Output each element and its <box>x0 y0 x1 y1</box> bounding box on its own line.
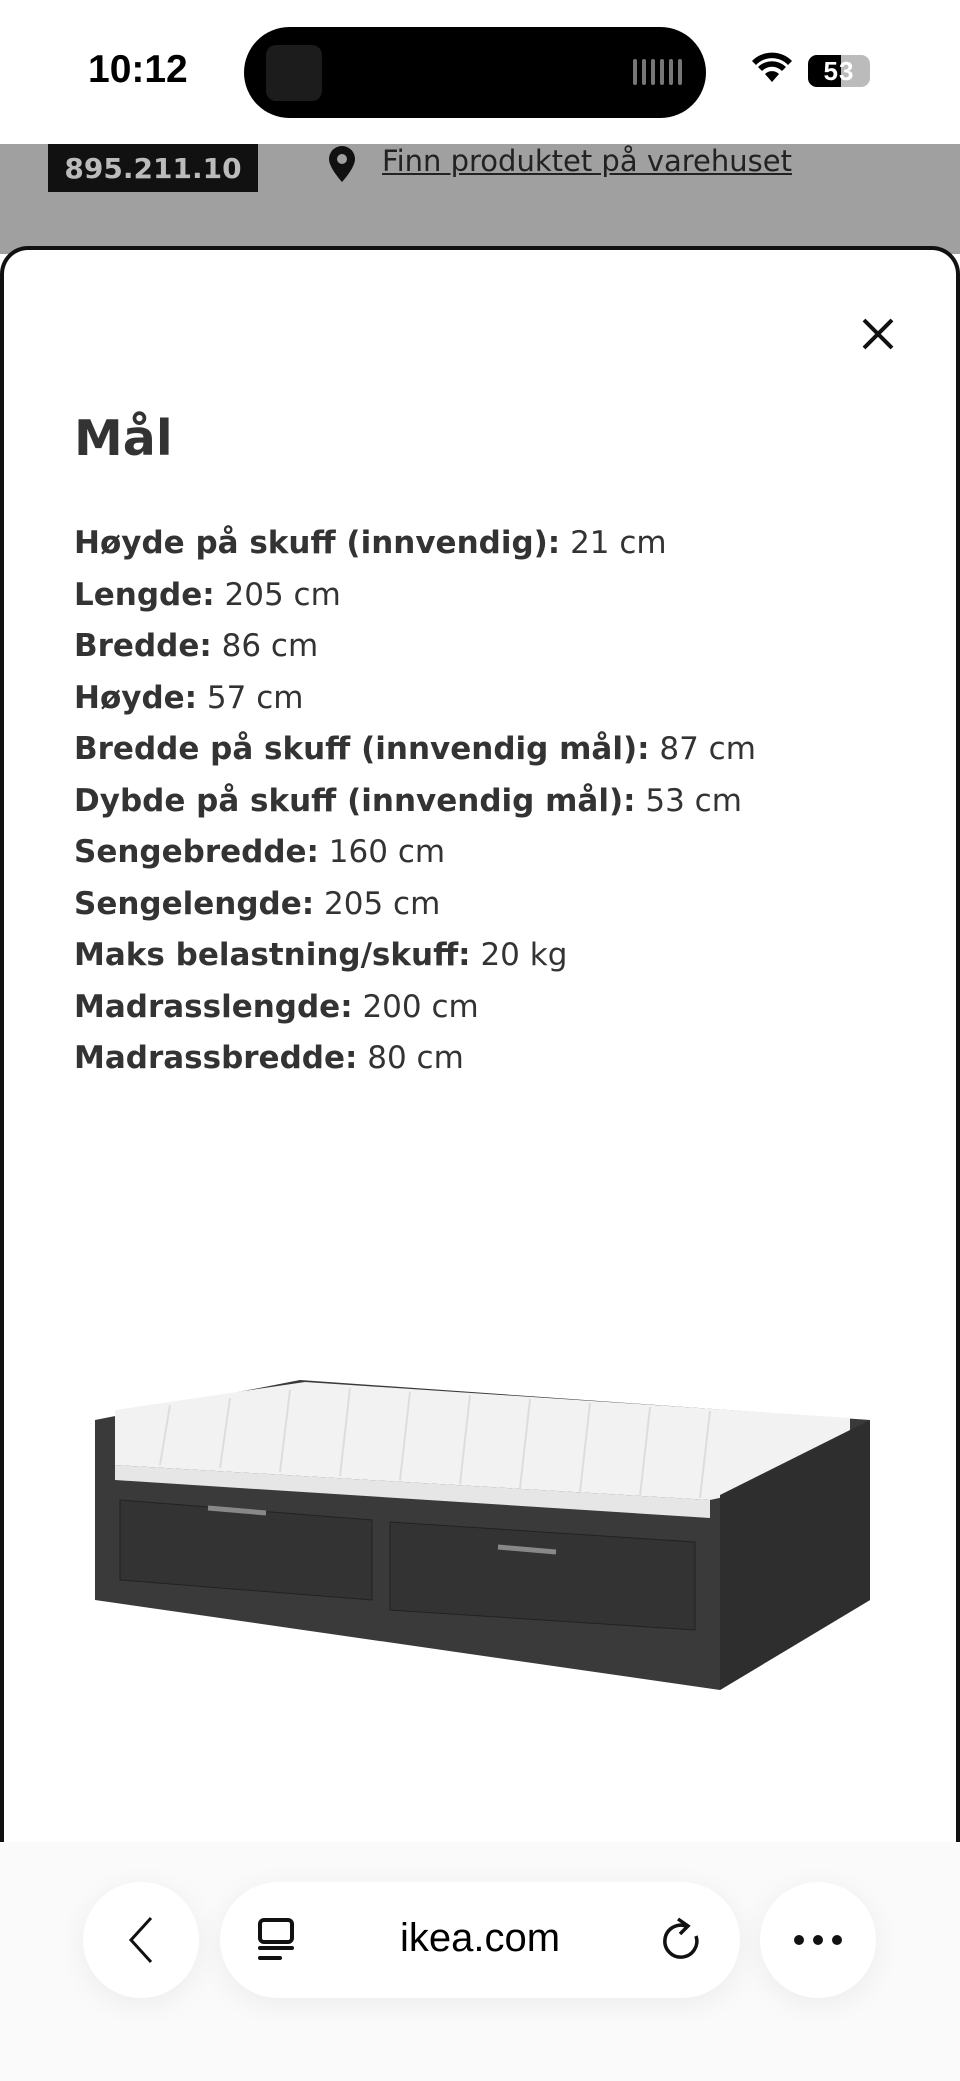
page-backdrop <box>0 144 960 254</box>
spec-label: Bredde på skuff (innvendig mål): <box>74 731 650 767</box>
spec-value: 160 cm <box>318 834 446 870</box>
spec-item <box>74 1033 756 1085</box>
spec-label: Maks belastning/skuff: <box>74 937 471 973</box>
spec-item <box>74 621 756 673</box>
battery-level: 53 <box>823 55 855 86</box>
more-options-button[interactable] <box>760 1882 876 1998</box>
spec-item <box>74 673 756 725</box>
address-bar[interactable] <box>220 1882 740 1998</box>
spec-item <box>74 879 756 931</box>
live-activity-icon <box>266 45 322 101</box>
spec-label: Sengelengde: <box>74 885 315 922</box>
spec-label: Bredde: <box>74 628 212 664</box>
spec-label: Høyde: <box>74 679 198 716</box>
spec-value: 200 cm <box>352 988 479 1025</box>
spec-item <box>74 776 756 828</box>
chevron-left-icon <box>126 1915 156 1965</box>
spec-value: 21 cm <box>560 525 667 561</box>
spec-label: Madrassbredde: <box>74 1040 358 1076</box>
product-image-daybed <box>90 1360 880 1740</box>
wifi-icon <box>752 52 792 84</box>
dimensions-modal <box>0 246 960 1896</box>
spec-label: Sengebredde: <box>74 834 319 870</box>
spec-label: Lengde: <box>74 576 215 613</box>
spec-value: 57 cm <box>197 679 304 716</box>
browser-toolbar <box>0 1842 960 2081</box>
spec-label: Dybde på skuff (innvendig mål): <box>74 782 636 819</box>
spec-list <box>74 518 756 1085</box>
battery-icon <box>808 55 870 87</box>
spec-item <box>74 724 756 776</box>
location-pin-icon <box>326 144 358 184</box>
spec-item <box>74 570 756 622</box>
spec-value: 205 cm <box>214 576 341 613</box>
article-number: 895.211.10 <box>48 144 258 192</box>
spec-item <box>74 518 756 570</box>
spec-value: 20 kg <box>470 937 568 973</box>
audio-waveform-icon <box>633 59 682 85</box>
close-icon[interactable] <box>856 312 900 356</box>
spec-value: 87 cm <box>649 731 756 767</box>
spec-item <box>74 982 756 1034</box>
spec-value: 80 cm <box>357 1040 464 1076</box>
ellipsis-icon <box>793 1934 843 1946</box>
spec-value: 205 cm <box>314 885 441 922</box>
modal-title: Mål <box>74 410 173 467</box>
spec-value: 86 cm <box>211 628 319 664</box>
spec-value: 53 cm <box>635 782 742 819</box>
dynamic-island <box>244 27 706 118</box>
spec-label: Madrasslengde: <box>74 988 353 1025</box>
spec-label: Høyde på skuff (innvendig): <box>74 525 561 561</box>
status-time: 10:12 <box>88 48 188 91</box>
find-in-store-link[interactable]: Finn produktet på varehuset <box>382 144 792 178</box>
url-text: ikea.com <box>399 1916 561 1960</box>
reload-icon[interactable] <box>660 1916 704 1964</box>
status-bar <box>0 0 960 144</box>
spec-item <box>74 827 756 879</box>
spec-item <box>74 930 756 982</box>
back-button[interactable] <box>83 1882 199 1998</box>
